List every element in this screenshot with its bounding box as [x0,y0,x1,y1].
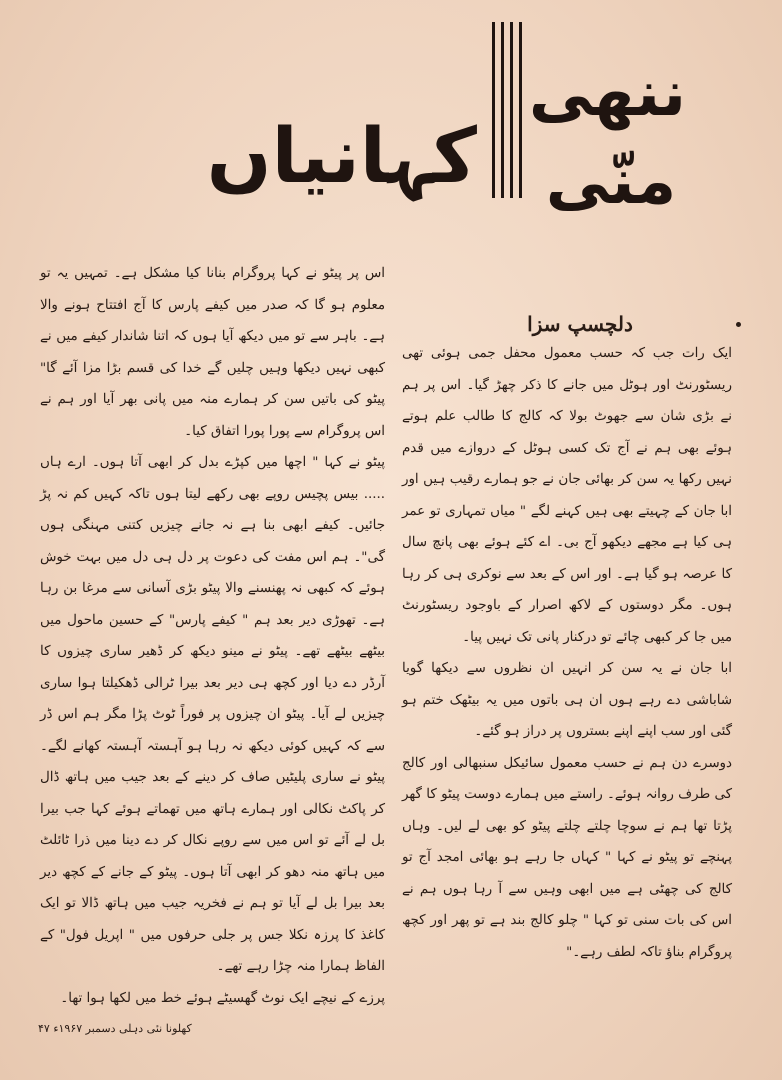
story-title: دلچسپ سزا [527,312,633,336]
ink-dot [736,322,741,327]
story-column-left [40,258,385,1014]
masthead [0,0,782,270]
title-kahaniyan: کہانیاں [206,111,477,200]
story-column-right [402,338,732,968]
page-footer-credit: کھلونا نئی دہلی دسمبر ۱۹۶۷ء ۴۷ [38,1022,192,1035]
story-paragraph: پرزے کے نیچے ایک نوٹ گھسیٹے ہوئے خط میں لکھا ہوا تھا۔ [60,990,385,1006]
story-paragraph: اس پر پیٹو نے کہا پروگرام بنانا کیا مشکل ہے۔ تمہیں یہ تو معلوم ہو گا کہ صدر میں کیفے پارس کا آج افتتاح ہونے والا ہے۔ باہر سے تو میں دیکھ آیا ہوں کہ اتنا شاندار کیفے میں نے کبھی نہیں دیکھا وہیں چلیں گے خدا کی قسم بڑا مزا آئے گا" پیٹو کی باتیں سن کر ہمارے منہ میں پانی بھر آیا اور ہم نے اس پروگرام سے پورا پورا اتفاق کیا۔ [40,266,385,439]
story-paragraph: پیٹو نے کہا " اچھا میں کپڑے بدل کر ابھی آتا ہوں۔ ارے ہاں ..... بیس پچیس روپے بھی رکھے لیتا ہوں تاکہ کہیں کم نہ پڑ جائیں۔ کیفے ابھی بنا ہے نہ جانے چیزیں کتنی مہنگی ہوں گی"۔ ہم اس مفت کی دعوت پر دل ہی دل میں بہت خوش ہوئے کہ کبھی نہ پھنسنے والا پیٹو بڑی آسانی سے مرغا بن رہا ہے۔ تھوڑی دیر بعد ہم " کیفے پارس" کے حسین ماحول میں بیٹھے بیٹھے تھے۔ پیٹو نے مینو دیکھ کر ڈھیر ساری چیزوں کا آرڈر دے دیا اور کچھ ہی دیر بعد بیرا ٹرالی ڈھکیلتا ہوا ساری چیزیں لے آیا۔ پیٹو ان چیزوں پر فوراً ٹوٹ پڑا مگر ہم اس ڈر سے کہ کہیں کوئی دیکھ نہ رہا ہو آہستہ آہستہ کھانے لگے۔ پیٹو نے ساری پلیٹیں صاف کر دینے کے بعد جیب میں ہاتھ ڈال کر پاکٹ نکالی اور ہمارے ہاتھ میں تھماتے ہوئے کہا جب بیرا بل لے آئے تو اس میں سے روپے نکال کر دے دینا میں ذرا ٹائلٹ میں ہاتھ منہ دھو کر ابھی آتا ہوں۔ پیٹو کے جانے کے کچھ دیر بعد بیرا بل لے آیا تو ہم نے فخریہ جیب میں ہاتھ ڈالا تو ایک کاغذ کا پرزہ نکلا جس پر جلی حرفوں میں " اپریل فول" کے الفاظ ہمارا منہ چڑا رہے تھے۔ [40,455,385,974]
story-paragraph: دوسرے دن ہم نے حسب معمول سائیکل سنبھالی اور کالج کی طرف روانہ ہوئے۔ راستے میں ہمارے دوست پیٹو کا گھر پڑتا تھا ہم نے سوچا چلتے چلتے پیٹو کو بھی لے لیں۔ وہاں پہنچے تو پیٹو نے کہا " کہاں جا رہے ہو بھائی امجد آج تو کالج کی چھٹی ہے میں ابھی وہیں سے آ رہا ہوں ہم نے اس کی بات سنی تو کہا " چلو کالج بند ہے تو پھر اور کچھ پروگرام بناؤ تاکہ لطف رہے۔" [402,755,732,960]
story-paragraph: ایک رات جب کہ حسب معمول محفل جمی ہوئی تھی ریسٹورنٹ اور ہوٹل میں جانے کا ذکر چھڑ گیا۔ اس پر ہم نے بڑی شان سے جھوٹ بولا کہ کالج کا طالب علم ہوتے ہوئے بھی ہم نے آج تک کسی ہوٹل کے دروازے میں قدم نہیں رکھا یہ سن کر بھائی جان نے جو ہمارے رقیب ہیں اور ابا جان کے چہیتے بھی ہیں کہنے لگے " میاں تمہاری تو عمر ہی کیا ہے مجھے دیکھو آج بی۔ اے کئے ہوئے بھی پانچ سال کا عرصہ ہو گیا ہے۔ اور اس کے بعد سے نوکری ہی کر رہا ہوں۔ مگر دوستوں کے لاکھ اصرار کے باوجود ریسٹورنٹ میں جا کر کبھی چائے تو درکنار پانی تک نہیں پیا۔ [402,346,732,645]
title-divider-rules [490,22,524,198]
title-nanhi: ننھی [528,57,686,131]
story-paragraph: ابا جان نے یہ سن کر انہیں ان نظروں سے دیکھا گویا شاباشی دے رہے ہوں ان ہی باتوں میں یہ بیٹھک ختم ہو گئی اور سب اپنے اپنے بستروں پر دراز ہو گئے۔ [402,661,732,739]
title-munni: منّی [545,145,677,219]
